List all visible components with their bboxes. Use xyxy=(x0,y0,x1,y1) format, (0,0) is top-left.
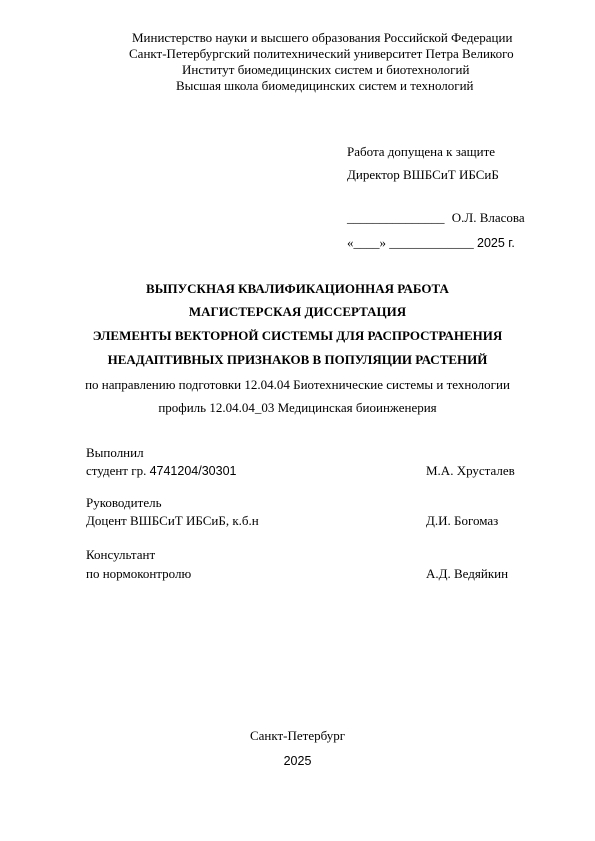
ministry-line: Министерство науки и высшего образования Российской Федерации xyxy=(132,30,513,45)
student-group-line xyxy=(86,463,236,479)
date-day: «____» xyxy=(347,235,386,250)
supervisor-name: Д.И. Богомаз xyxy=(426,513,499,528)
dissertation-type-heading: МАГИСТЕРСКАЯ ДИССЕРТАЦИЯ xyxy=(188,304,407,319)
signature-blank: _______________ xyxy=(347,210,445,225)
city: Санкт-Петербург xyxy=(249,728,346,743)
director-signature-line xyxy=(347,210,525,226)
director-name: О.Л. Власова xyxy=(451,210,525,225)
thesis-title-line-1: ЭЛЕМЕНТЫ ВЕКТОРНОЙ СИСТЕМЫ ДЛЯ РАСПРОСТРАНЕНИЯ xyxy=(92,328,503,343)
director-title: Директор ВШБСиТ ИБСиБ xyxy=(347,167,499,182)
date-month: _____________ xyxy=(389,235,474,250)
student-name: М.А. Хрусталев xyxy=(426,463,515,478)
year: 2025 xyxy=(283,754,312,768)
consultant-role: по нормоконтролю xyxy=(86,566,192,581)
consultant-name: А.Д. Ведяйкин xyxy=(426,566,509,581)
institute-line: Институт биомедицинских систем и биотехнологий xyxy=(182,62,470,77)
study-profile: профиль 12.04.04_03 Медицинская биоинженерия xyxy=(158,400,437,415)
approval-date-line xyxy=(347,235,515,251)
consultant-label: Консультант xyxy=(86,547,156,562)
work-type-heading: ВЫПУСКНАЯ КВАЛИФИКАЦИОННАЯ РАБОТА xyxy=(146,281,449,296)
study-direction: по направлению подготовки 12.04.04 Биотехнические системы и технологии xyxy=(85,377,510,392)
supervisor-label: Руководитель xyxy=(86,495,162,510)
school-line: Высшая школа биомедицинских систем и технологий xyxy=(176,78,474,93)
university-line: Санкт-Петербургский политехнический университет Петра Великого xyxy=(129,46,514,61)
date-year: 2025 г. xyxy=(477,236,515,250)
performer-label: Выполнил xyxy=(86,445,144,460)
thesis-title-line-2: НЕАДАПТИВНЫХ ПРИЗНАКОВ В ПОПУЛЯЦИИ РАСТЕНИЙ xyxy=(107,352,488,367)
admitted-to-defense: Работа допущена к защите xyxy=(347,144,496,159)
student-group: 4741204/30301 xyxy=(149,464,237,478)
student-prefix: студент гр. xyxy=(86,463,147,478)
supervisor-position: Доцент ВШБСиТ ИБСиБ, к.б.н xyxy=(86,513,259,528)
